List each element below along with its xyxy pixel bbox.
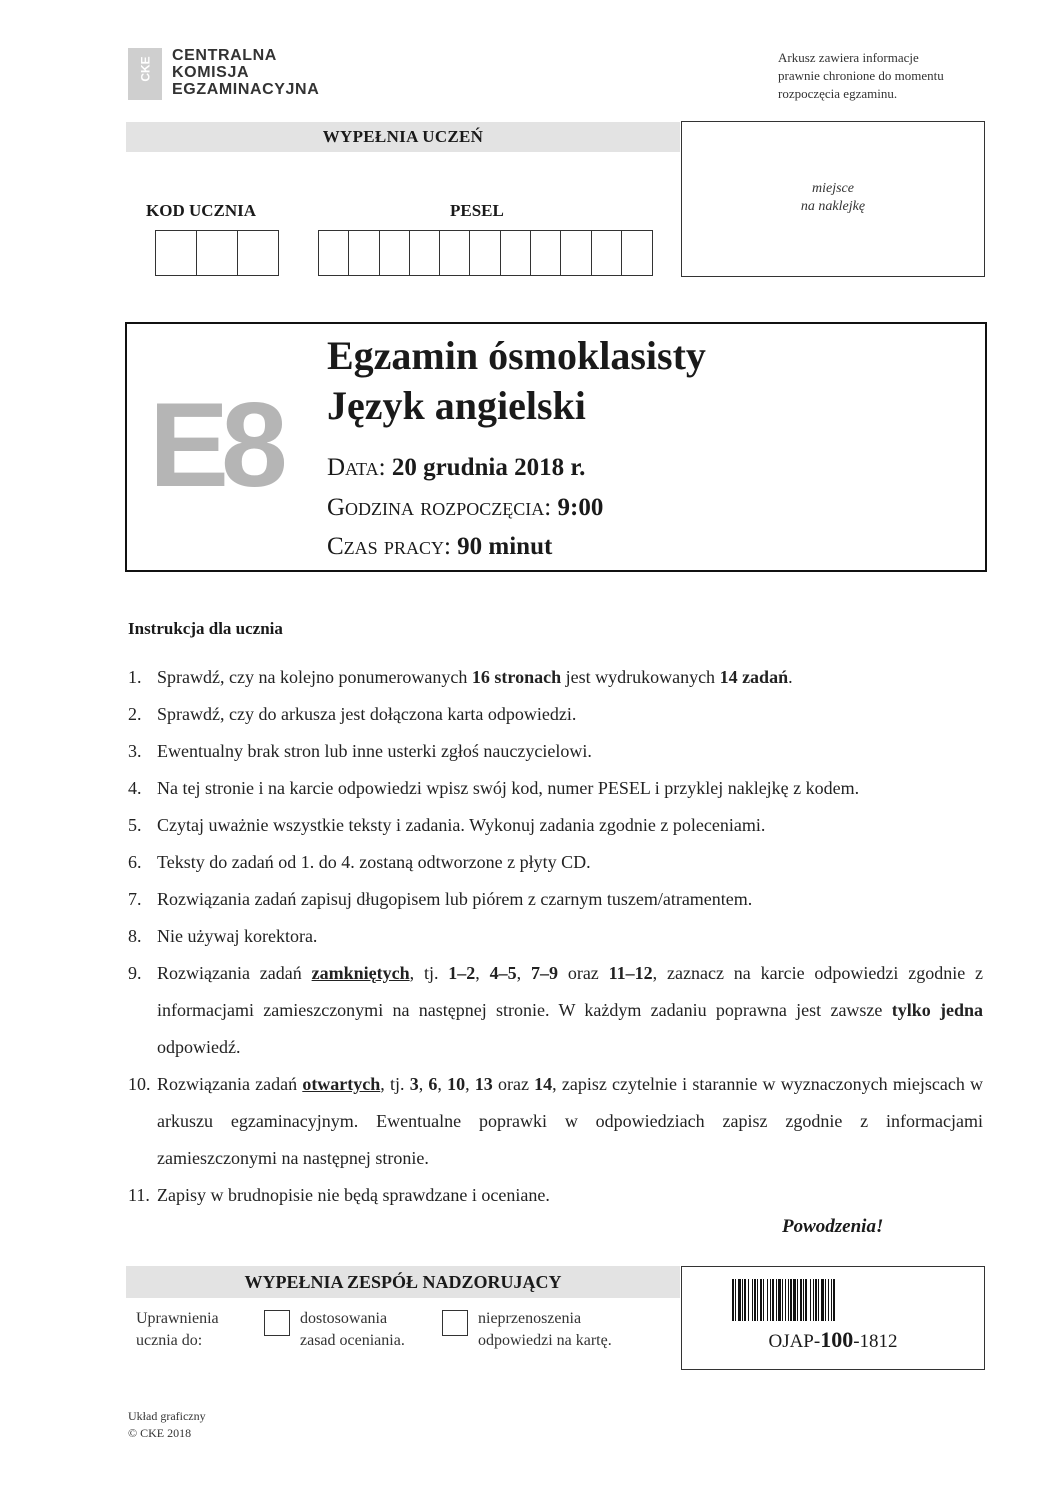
instruction-item [128, 844, 983, 881]
instruction-fragment: Rozwiązania zadań [157, 1074, 303, 1094]
date-label: Data: [327, 454, 386, 481]
instruction-emphasis: 14 [534, 1074, 553, 1094]
instruction-fragment: , zapisz czytelnie i starannie w wyznaczonych miejscach w arkuszu egzaminacyjnym. Ewentualne poprawki w odpowiedziach zapisz zgodnie z informacjami zamieszczonymi na następnej stronie. [157, 1074, 984, 1168]
duration-label: Czas pracy: [327, 533, 451, 560]
barcode-bar [744, 1279, 746, 1321]
barcode-bar [757, 1279, 758, 1321]
start-time-value: 9:00 [557, 494, 604, 521]
notice-line-3: rozpoczęcia egzaminu. [778, 86, 898, 101]
barcode-bar [803, 1279, 804, 1321]
barcode-bar [813, 1279, 814, 1321]
good-luck-text: Powodzenia! [782, 1216, 884, 1237]
option2-line-2: odpowiedzi na kartę. [478, 1332, 612, 1349]
instruction-fragment: oraz [492, 1074, 535, 1094]
pesel-box[interactable] [622, 231, 651, 275]
instruction-item [128, 807, 983, 844]
barcode-bar [738, 1279, 741, 1321]
student-code-boxes[interactable] [155, 230, 279, 276]
barcode-bar [793, 1279, 796, 1321]
instruction-emphasis: 16 stronach [471, 667, 562, 687]
barcode-bar [770, 1279, 771, 1321]
cke-logo-text [172, 47, 319, 98]
instruction-emphasis: 10 [447, 1074, 466, 1094]
adjusted-grading-label [300, 1308, 405, 1352]
sticker-line-1: miejsce [812, 181, 854, 196]
pesel-box[interactable] [592, 231, 622, 275]
instruction-fragment: Czytaj uważnie wszystkie teksty i zadania. Wykonuj zadania zgodnie z poleceniami. [157, 815, 766, 835]
barcode-bar [818, 1279, 819, 1321]
instruction-emphasis: 6 [428, 1074, 438, 1094]
sticker-placeholder [682, 180, 984, 216]
instruction-fragment: , tj. [380, 1074, 410, 1094]
cke-logo-mark: CKE [128, 48, 162, 100]
option1-line-1: dostosowania [300, 1310, 388, 1327]
instruction-emphasis: tylko jedna [891, 1000, 983, 1020]
exam-title: Egzamin ósmoklasisty [327, 333, 706, 378]
barcode-bar [772, 1279, 774, 1321]
logo-line-3: EGZAMINACYJNA [172, 81, 320, 98]
barcode-bar [748, 1279, 749, 1321]
sheet-code [682, 1327, 984, 1353]
barcode-bar [754, 1279, 756, 1321]
barcode-bar [763, 1279, 764, 1321]
sticker-area [681, 121, 985, 277]
instruction-item [128, 659, 983, 696]
instruction-item [128, 733, 983, 770]
pesel-box[interactable] [561, 231, 591, 275]
instruction-fragment: jest wydrukowanych [561, 667, 720, 687]
instruction-fragment: Sprawdź, czy na kolejno ponumerowanych [157, 667, 472, 687]
instruction-text [157, 1066, 983, 1177]
instructions-list [128, 659, 983, 1214]
option1-line-2: zasad oceniania. [300, 1332, 405, 1349]
start-time-label: Godzina rozpoczęcia: [327, 494, 552, 521]
instruction-number: 8. [128, 926, 142, 946]
exam-title-box [125, 322, 987, 572]
student-section-header: WYPEŁNIA UCZEŃ [126, 122, 680, 152]
instruction-emphasis-underlined: otwartych [302, 1074, 381, 1094]
footer-credits [128, 1408, 206, 1442]
barcode-bar [760, 1279, 762, 1321]
instruction-emphasis: 1–2 [448, 963, 476, 983]
sheet-code-box [681, 1266, 985, 1370]
instruction-fragment: Na tej stronie i na karcie odpowiedzi wpisz swój kod, numer PESEL i przyklej naklejkę z kodem. [157, 778, 860, 798]
option2-line-1: nieprzenoszenia [478, 1310, 582, 1327]
pesel-box[interactable] [349, 231, 379, 275]
barcode-bar [776, 1279, 777, 1321]
no-transfer-label [478, 1308, 612, 1352]
duration-value: 90 minut [457, 533, 553, 560]
barcode-bar [735, 1279, 736, 1321]
barcode-bar [782, 1279, 783, 1321]
rights-line-2: ucznia do: [136, 1332, 203, 1349]
pesel-box[interactable] [470, 231, 500, 275]
logo-line-1: CENTRALNA [172, 47, 277, 64]
rights-line-1: Uprawnienia [136, 1310, 219, 1327]
instruction-fragment: Rozwiązania zadań [157, 963, 312, 983]
instruction-fragment: . [788, 667, 793, 687]
no-transfer-checkbox[interactable] [442, 1310, 468, 1336]
instruction-text [157, 696, 983, 733]
instruction-number: 10. [128, 1074, 151, 1094]
instruction-fragment: oraz [557, 963, 609, 983]
barcode-bar [805, 1279, 807, 1321]
barcode-bar [742, 1279, 743, 1321]
instruction-text [157, 733, 983, 770]
instruction-fragment: , [418, 1074, 429, 1094]
date-value: 20 grudnia 2018 r. [391, 454, 586, 481]
instruction-fragment: , [516, 963, 531, 983]
confidentiality-notice [778, 49, 1008, 103]
barcode-bar [821, 1279, 824, 1321]
exam-subject: Język angielski [327, 383, 586, 428]
instruction-emphasis: 14 zadań [719, 667, 789, 687]
barcode-image [732, 1279, 938, 1321]
barcode-bar [788, 1279, 789, 1321]
instruction-number: 1. [128, 667, 142, 687]
instruction-emphasis: 7–9 [530, 963, 558, 983]
footer-line-2: © CKE 2018 [128, 1426, 192, 1440]
instruction-emphasis: 3 [409, 1074, 419, 1094]
instruction-fragment: Sprawdź, czy do arkusza jest dołączona karta odpowiedzi. [157, 704, 577, 724]
exam-duration [327, 532, 552, 562]
pesel-box[interactable] [319, 231, 349, 275]
barcode-bar [767, 1279, 768, 1321]
student-code-label: KOD UCZNIA [146, 201, 257, 220]
barcode-bar [825, 1279, 826, 1321]
pesel-boxes[interactable] [318, 230, 653, 276]
instruction-text [157, 918, 983, 955]
instruction-text [157, 659, 983, 696]
instruction-emphasis: 11–12 [608, 963, 653, 983]
pesel-box[interactable] [410, 231, 440, 275]
pesel-box[interactable] [380, 231, 410, 275]
instruction-item [128, 696, 983, 733]
instruction-fragment: Rozwiązania zadań zapisuj długopisem lub piórem z czarnym tuszem/atramentem. [157, 889, 753, 909]
instruction-number: 5. [128, 815, 142, 835]
instruction-text [157, 844, 983, 881]
instruction-fragment: , [475, 963, 490, 983]
instructions-title: Instrukcja dla ucznia [128, 619, 283, 638]
barcode-bar [752, 1279, 753, 1321]
pesel-box[interactable] [501, 231, 531, 275]
rights-label [136, 1308, 219, 1352]
instruction-fragment: , [465, 1074, 475, 1094]
barcode-bar [732, 1279, 734, 1321]
instruction-item [128, 881, 983, 918]
instruction-emphasis-underlined: zamkniętych [311, 963, 410, 983]
barcode-bar [831, 1279, 832, 1321]
instruction-number: 11. [128, 1185, 150, 1205]
exam-start-time [327, 493, 603, 523]
barcode-bar [810, 1279, 811, 1321]
barcode-bar [815, 1279, 817, 1321]
notice-line-2: prawnie chronione do momentu [778, 68, 944, 83]
instruction-emphasis: 13 [474, 1074, 493, 1094]
pesel-box[interactable] [531, 231, 561, 275]
exam-date [327, 453, 585, 483]
instruction-item [128, 1177, 983, 1214]
barcode-bar [833, 1279, 835, 1321]
logo-line-2: KOMISJA [172, 64, 250, 81]
barcode-bar [785, 1279, 786, 1321]
footer-line-1: Układ graficzny [128, 1409, 206, 1423]
barcode-bar [797, 1279, 798, 1321]
instruction-number: 3. [128, 741, 142, 761]
adjusted-grading-checkbox[interactable] [264, 1310, 290, 1336]
instruction-fragment: Zapisy w brudnopisie nie będą sprawdzane i oceniane. [157, 1185, 550, 1205]
instruction-fragment: Teksty do zadań od 1. do 4. zostaną odtworzone z płyty CD. [157, 852, 591, 872]
supervisors-section-header: WYPEŁNIA ZESPÓŁ NADZORUJĄCY [126, 1266, 680, 1298]
sticker-line-2: na naklejkę [800, 199, 866, 214]
instruction-fragment: , tj. [409, 963, 449, 983]
barcode-bar [790, 1279, 792, 1321]
pesel-box[interactable] [440, 231, 470, 275]
instruction-number: 6. [128, 852, 142, 872]
instruction-number: 7. [128, 889, 142, 909]
instruction-number: 4. [128, 778, 142, 798]
instruction-text [157, 770, 983, 807]
notice-line-1: Arkusz zawiera informacje [778, 50, 919, 65]
sheet-code-suffix: -1812 [853, 1331, 898, 1352]
instruction-item [128, 918, 983, 955]
instruction-fragment: Ewentualny brak stron lub inne usterki zgłoś nauczycielowi. [157, 741, 592, 761]
instruction-emphasis: 4–5 [489, 963, 517, 983]
sheet-code-main: 100 [820, 1327, 854, 1352]
instruction-text [157, 881, 983, 918]
instruction-item [128, 955, 983, 1066]
instruction-number: 2. [128, 704, 142, 724]
instruction-fragment: , zaznacz na karcie odpowiedzi zgodnie z informacjami zamieszczonymi na następnej stronie. W każdym zadaniu poprawna jest zawsze [157, 963, 984, 1020]
e8-logo: E8 [149, 378, 280, 512]
barcode-bar [778, 1279, 781, 1321]
instruction-fragment: odpowiedź. [157, 1037, 241, 1057]
barcode-bar [828, 1279, 829, 1321]
pesel-label: PESEL [450, 201, 504, 220]
instruction-item [128, 1066, 983, 1177]
instruction-fragment: , [437, 1074, 448, 1094]
sheet-code-prefix: OJAP- [768, 1331, 821, 1352]
barcode-bar [800, 1279, 802, 1321]
instruction-fragment: Nie używaj korektora. [157, 926, 318, 946]
student-code-box[interactable] [238, 231, 278, 275]
instruction-text [157, 807, 983, 844]
instruction-item [128, 770, 983, 807]
student-code-box[interactable] [156, 231, 197, 275]
instruction-number: 9. [128, 963, 142, 983]
instruction-text [157, 955, 983, 1066]
student-code-box[interactable] [197, 231, 238, 275]
instruction-text [157, 1177, 983, 1214]
